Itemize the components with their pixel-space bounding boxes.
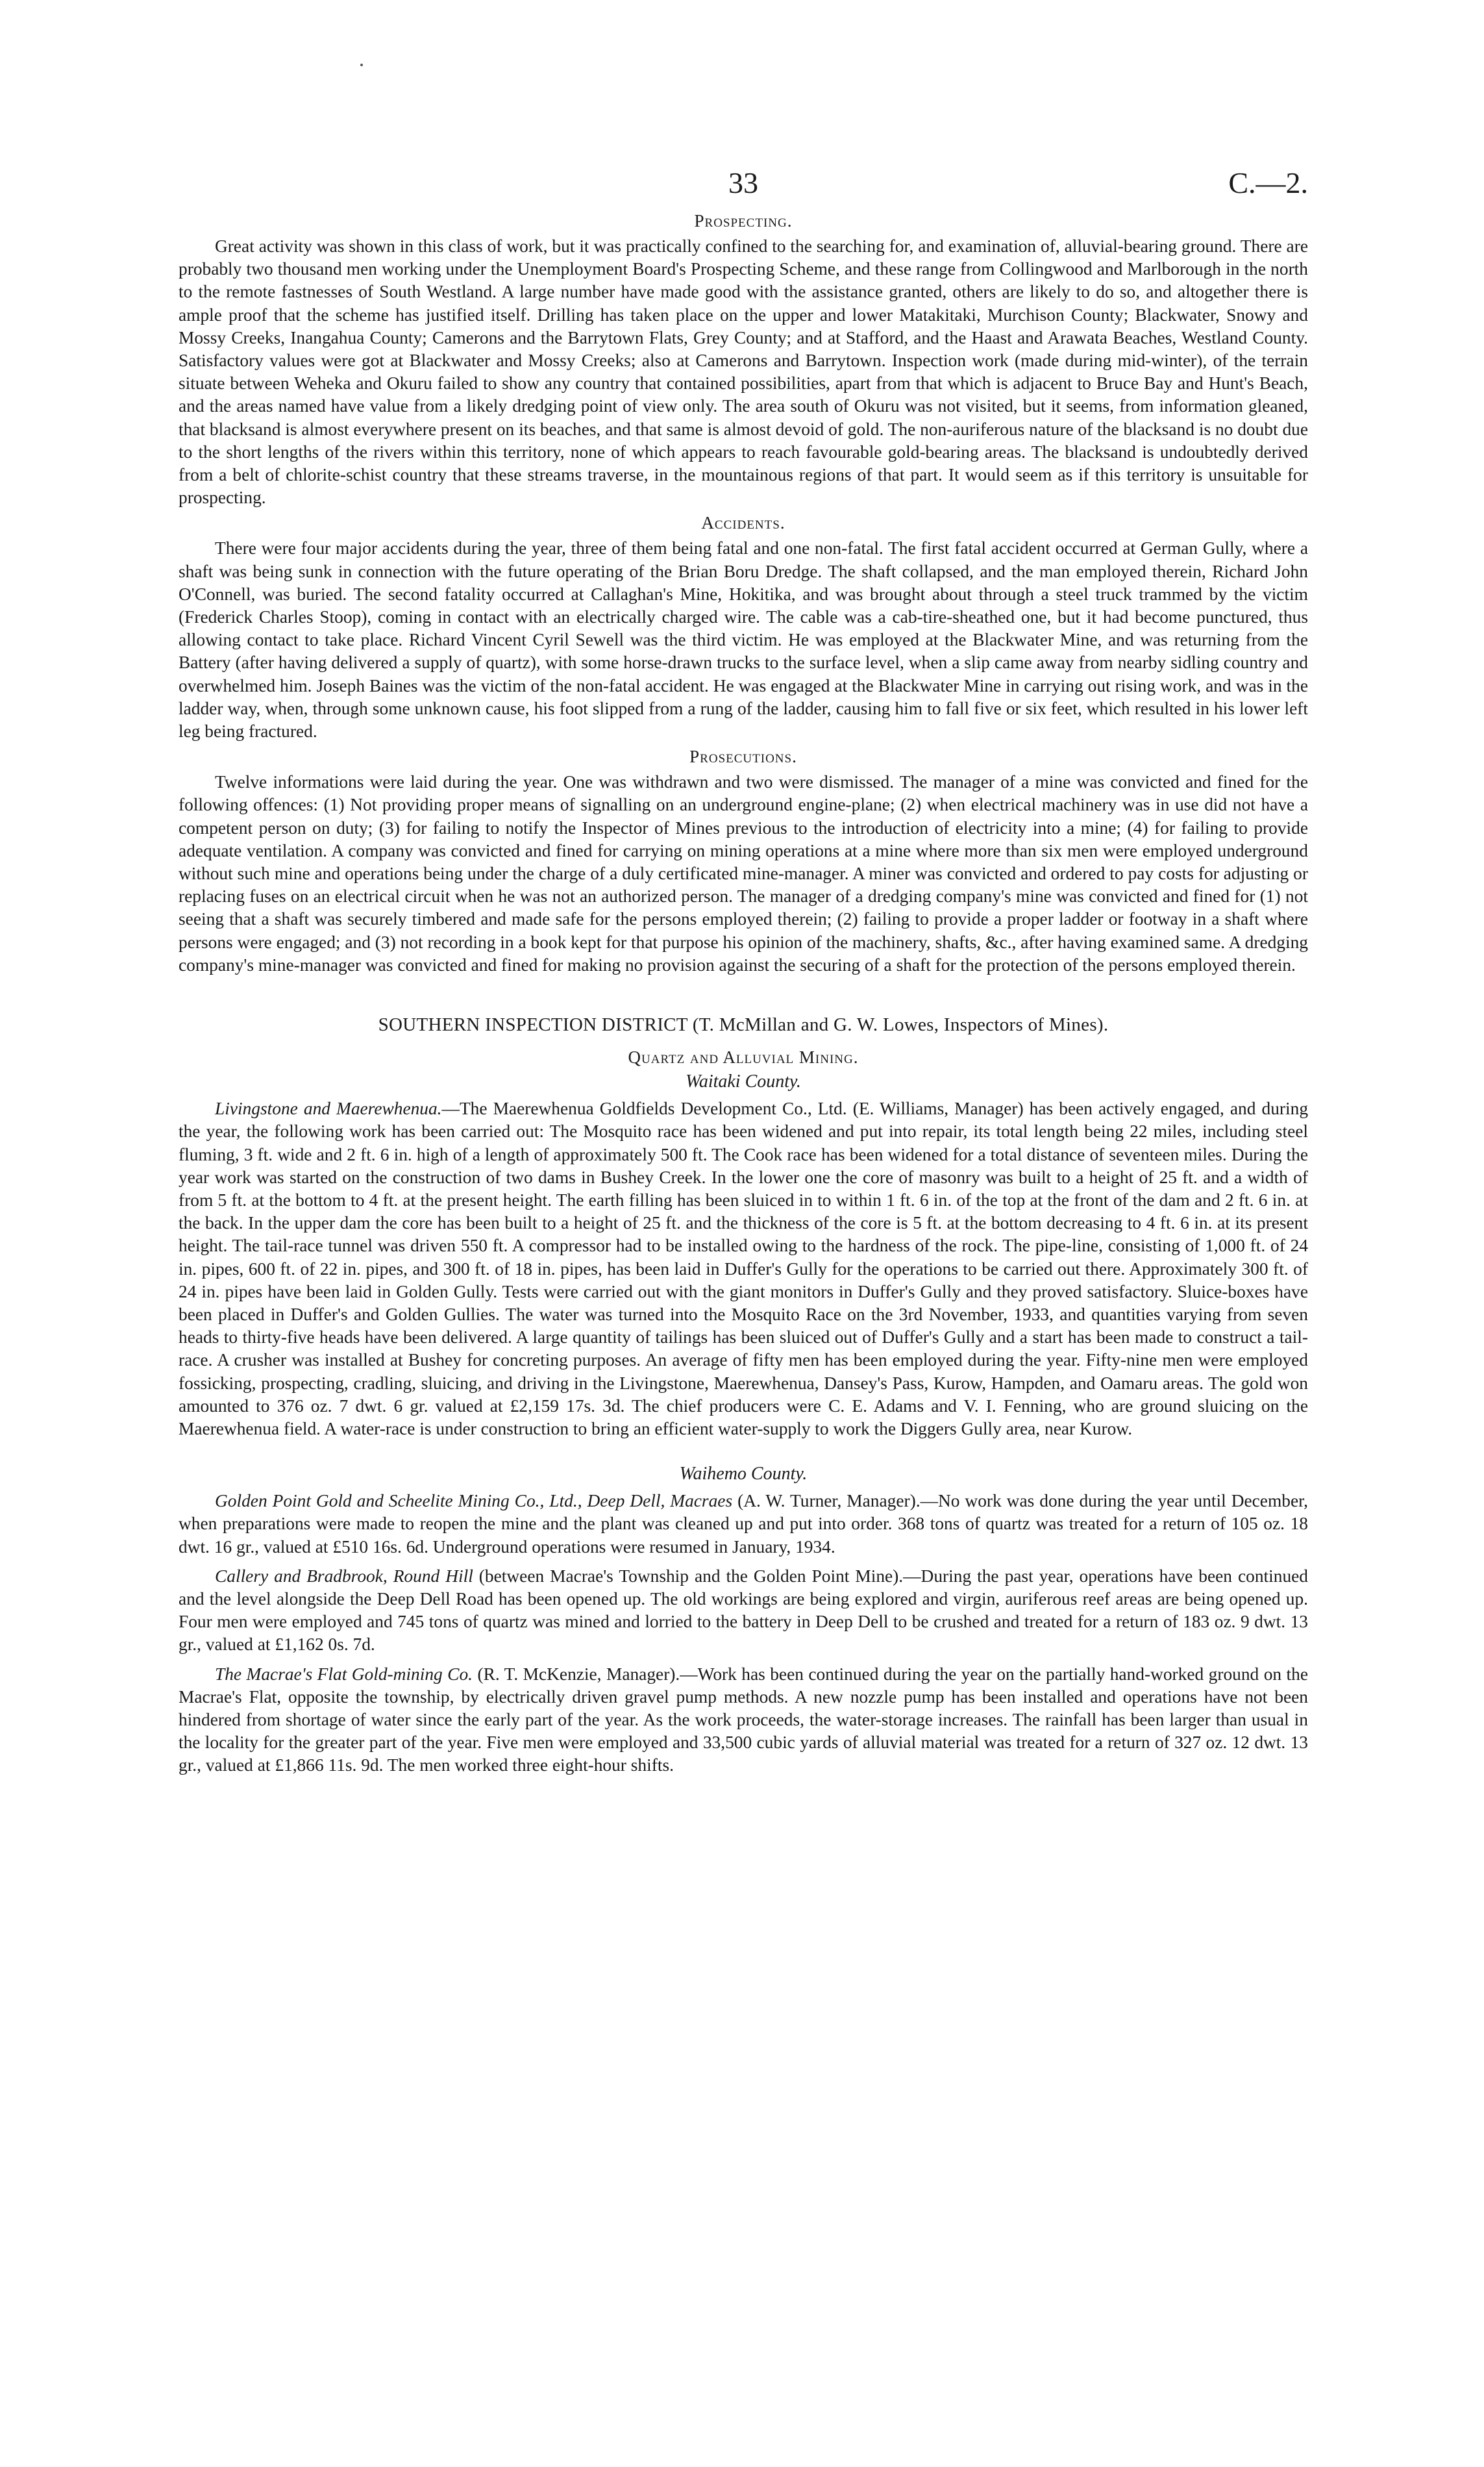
district-title-line [179, 1014, 1308, 1036]
prospecting-paragraph: Great activity was shown in this class of work, but it was practically confined to the searching for, and examination of, alluvial-bearing ground. There are probably two thousand men working under the Unemployment Board's Prospecting Scheme, and these range from Collingwood and Marlborough in the north to the remote fastnesses of South Westland. A large number have made good with the assistance granted, others are likely to do so, and altogether there is ample proof that the scheme has justified itself. Drilling has taken place on the upper and lower Matakitaki, Murchison County; Blackwater, Snowy and Mossy Creeks, Inangahua County; Camerons and the Barrytown Flats, Grey County; and at Stafford, and the Haast and Arawata Beaches, Westland County. Satisfactory values were got at Blackwater and Mossy Creeks; also at Camerons and Barrytown. Inspection work (made during mid-winter), of the terrain situate between Weheka and Okuru failed to show any country that contained possibilities, apart from that which is adjacent to Bruce Bay and Hunt's Beach, and the areas named have value from a likely dredging point of view only. The area south of Okuru was not visited, but it seems, from information gleaned, that blacksand is almost everywhere present on its beaches, and that same is almost devoid of gold. The non-auriferous nature of the blacksand is no doubt due to the short lengths of the rivers within this territory, none of which appears to reach favourable gold-bearing areas. The blacksand is undoubtedly derived from a belt of chlorite-schist country that these streams traverse, in the mountainous regions of that part. It would seem as if this territory is unsuitable for prospecting. [179, 236, 1308, 508]
golden-point-text: (A. W. Turner, Manager).—No work was done during the year until December, when preparations were made to reopen the mine and the plant was cleaned up and put into order. 368 tons of quartz was treated for a return of 105 oz. 18 dwt. 16 gr., valued at £510 16s. 6d. Underground operations were resumed in January, 1934. [179, 1491, 1308, 1557]
prosecutions-paragraph: Twelve informations were laid during the year. One was withdrawn and two were dismissed. The manager of a mine was convicted and fined for the following offences: (1) Not providing proper means of signalling on an underground engine-plane; (2) when electrical machinery was in use did not have a competent person on duty; (3) for failing to notify the Inspector of Mines previous to the introduction of electricity into a mine; (4) for failing to provide adequate ventilation. A company was convicted and fined for carrying on mining operations at a mine where more than six men were employed underground without such mine and operations being under the charge of a duly certificated mine-manager. A miner was convicted and ordered to pay costs for adjusting or replacing fuses on an electrical circuit when he was not an authorized person. The manager of a dredging company's mine was convicted and fined for (1) not seeing that a shaft was securely timbered and made safe for the persons employed therein; (2) failing to provide a proper ladder or footway in a shaft where persons were engaged; and (3) not recording in a book kept for that purpose his opinion of the machinery, shafts, &c., after having examined same. A dredging company's mine-manager was convicted and fined for making no provision against the securing of a shaft for the protection of the persons employed therein. [179, 772, 1308, 975]
macraes-paragraph [179, 1663, 1308, 1777]
district-title: SOUTHERN INSPECTION DISTRICT [378, 1014, 688, 1036]
page-header [179, 166, 1308, 211]
prospecting-heading: Prospecting. [694, 211, 793, 231]
page-speck [360, 64, 363, 66]
document-page [179, 166, 1308, 1777]
macraes-text: (R. T. McKenzie, Manager).—Work has been continued during the year on the partially hand-worked ground on the Macrae's Flat, opposite the township, by electrically driven gravel pump methods. A new nozzle pump has been installed and operations have not been hindered from shortage of water since the early part of the year. As the work proceeds, the water-storage increases. The rainfall has been larger than usual in the locality for the greater part of the year. Five men were employed and 33,500 cubic yards of alluvial material was treated for a return of 327 oz. 12 dwt. 13 gr., valued at £1,866 11s. 9d. The men worked three eight-hour shifts. [179, 1664, 1308, 1775]
accidents-heading: Accidents. [701, 513, 785, 533]
page-number: 33 [728, 166, 758, 199]
callery-paragraph [179, 1565, 1308, 1657]
waitaki-county-heading: Waitaki County. [686, 1071, 801, 1092]
quartz-alluvial-heading: Quartz and Alluvial Mining. [628, 1047, 859, 1068]
callery-lead: Callery and Bradbrook, Round Hill [215, 1566, 473, 1586]
district-inspectors: (T. McMillan and G. W. Lowes, Inspectors of Mines). [692, 1014, 1109, 1036]
callery-text: (between Macrae's Township and the Golden Point Mine).—During the past year, operations have been continued and the level alongside the Deep Dell Road has been opened up. The old workings are being explored and virgin, auriferous reef areas are being opened up. Four men were employed and 745 tons of quartz was mined and lorried to the battery in Deep Dell to be crushed and treated for a return of 183 oz. 9 dwt. 13 gr., valued at £1,162 0s. 7d. [179, 1566, 1308, 1655]
waihemo-county-heading: Waihemo County. [679, 1464, 808, 1484]
livingstone-paragraph [179, 1097, 1308, 1440]
document-code: C.—2. [1228, 166, 1308, 199]
livingstone-text: —The Maerewhenua Goldfields Development Co., Ltd. (E. Williams, Manager) has been actively engaged, and during the year, the following work has been carried out: The Mosquito race has been widened and put into repair, its total length being 22 miles, including steel fluming, 3 ft. wide and 2 ft. 6 in. high of a length of approximately 500 ft. The Cook race has been widened for a total distance of seventeen miles. During the year work was started on the construction of two dams in Bushey Creek. In the lower one the core of masonry was built to a height of 25 ft. and a width of from 5 ft. at the bottom to 4 ft. at the present height. The earth filling has been sluiced in to within 1 ft. 6 in. of the top at the front of the dam and 2 ft. 6 in. at the back. In the upper dam the core has been built to a height of 25 ft. and the thickness of the core is 5 ft. at the bottom decreasing to 4 ft. 6 in. at its present height. The tail-race tunnel was driven 550 ft. A compressor had to be installed owing to the hardness of the rock. The pipe-line, consisting of 1,000 ft. of 24 in. pipes, 600 ft. of 22 in. pipes, and 300 ft. of 18 in. pipes, has been laid in Duffer's Gully for the operations to be carried out there. Approximately 300 ft. of 24 in. pipes have been laid in Golden Gully. Tests were carried out with the giant monitors in Duffer's Gully and they proved satisfactory. Sluice-boxes have been placed in Duffer's and Golden Gullies. The water was turned into the Mosquito Race on the 3rd November, 1933, and quantities varying from seven heads to thirty-five heads have been delivered. A large quantity of tailings has been sluiced out of Duffer's Gully and a start has been made to construct a tail-race. A crusher was installed at Bushey for concreting purposes. An average of fifty men has been employed during the year. Fifty-nine men were employed fossicking, prospecting, cradling, sluicing, and driving in the Livingstone, Maerewhenua, Dansey's Pass, Kurow, Hampden, and Oamaru areas. The gold won amounted to 376 oz. 7 dwt. 6 gr. valued at £2,159 17s. 3d. The chief producers were C. E. Adams and V. I. Fenning, who are ground sluicing on the Maerewhenua field. A water-race is under construction to bring an efficient water-supply to work the Diggers Gully area, near Kurow. [179, 1099, 1309, 1438]
golden-point-lead: Golden Point Gold and Scheelite Mining Co., Ltd., Deep Dell, Macraes [215, 1491, 733, 1511]
macraes-lead: The Macrae's Flat Gold-mining Co. [215, 1664, 473, 1684]
livingstone-lead: Livingstone and Maerewhenua. [215, 1099, 442, 1119]
accidents-paragraph: There were four major accidents during the year, three of them being fatal and one non-fatal. The first fatal accident occurred at German Gully, where a shaft was being sunk in connection with the future operating of the Brian Boru Dredge. The shaft collapsed, and the man employed therein, Richard John O'Connell, was buried. The second fatality occurred at Callaghan's Mine, Hokitika, and was brought about through a steel truck trammed by the victim (Frederick Charles Stoop), coming in contact with an electrically charged wire. The cable was a cab-tire-sheathed one, but it had become punctured, thus allowing contact to take place. Richard Vincent Cyril Sewell was the third victim. He was employed at the Blackwater Mine, and was returning from the Battery (after having delivered a supply of quartz), with some horse-drawn trucks to the surface level, when a slip came away from nearby sidling country and overwhelmed him. Joseph Baines was the victim of the non-fatal accident. He was engaged at the Blackwater Mine in carrying out rising work, and was in the ladder way, when, through some unknown cause, his foot slipped from a rung of the ladder, causing him to fall five or six feet, which resulted in his lower left leg being fractured. [179, 538, 1308, 742]
prosecutions-heading: Prosecutions. [689, 747, 797, 767]
golden-point-paragraph [179, 1490, 1308, 1559]
